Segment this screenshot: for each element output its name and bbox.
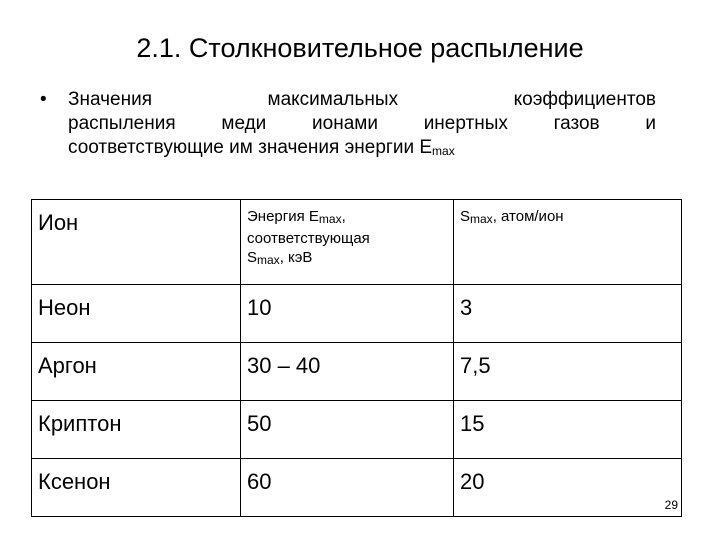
sputtering-table <box>31 199 682 517</box>
bullet-text <box>68 88 656 160</box>
header-ion-label: Ион <box>38 210 79 235</box>
header-cell-ion <box>32 200 241 285</box>
energy-value: 10 <box>247 295 272 320</box>
cell-smax <box>454 401 682 459</box>
cell-energy <box>241 401 454 459</box>
table-row <box>32 285 682 343</box>
bullet-line-3 <box>68 136 656 160</box>
header-smax-unit: , атом/ион <box>492 208 564 225</box>
table-row <box>32 401 682 459</box>
bullet-line-2 <box>68 112 656 136</box>
bullet-word: Значения <box>68 89 152 110</box>
bullet-marker: • <box>40 89 47 110</box>
bullet-word: инертных <box>423 113 508 134</box>
header-energy-tail: , <box>341 208 346 225</box>
page-number: 29 <box>664 498 678 512</box>
header-smax-label <box>460 200 681 229</box>
cell-smax <box>454 285 682 343</box>
table-row <box>32 459 682 517</box>
smax-value: 15 <box>460 411 485 436</box>
bullet-word: распыления <box>68 113 176 134</box>
bullet-word: коэффициентов <box>513 89 656 110</box>
header-energy-line-2: соответствующая <box>247 230 370 247</box>
bullet-line-1 <box>68 88 656 112</box>
header-energy-unit: , кэВ <box>279 249 313 266</box>
bullet-word: газов <box>553 113 600 134</box>
slide-title: 2.1. Столкновительное распыление <box>136 33 584 63</box>
ion-name: Неон <box>38 295 91 320</box>
header-energy-line-1 <box>247 207 453 229</box>
header-energy-text: Энергия E <box>247 208 319 225</box>
table-row <box>32 343 682 401</box>
smax-value: 20 <box>460 469 485 494</box>
table-header-row <box>32 200 682 285</box>
energy-value: 30 – 40 <box>247 353 321 378</box>
cell-energy <box>241 285 454 343</box>
bullet-word: ионами <box>312 113 378 134</box>
cell-ion <box>32 401 241 459</box>
header-cell-smax <box>454 200 682 285</box>
ion-name: Ксенон <box>38 469 111 494</box>
cell-energy <box>241 343 454 401</box>
header-smax-text: S <box>460 208 471 225</box>
bullet-word: меди <box>221 113 267 134</box>
energy-value: 50 <box>247 411 272 436</box>
bullet-line-3-text: соответствующие им значения энергии E <box>68 137 433 158</box>
cell-ion <box>32 343 241 401</box>
header-energy-label <box>247 200 453 270</box>
subscript: max <box>432 144 455 158</box>
cell-energy <box>241 459 454 517</box>
cell-ion <box>32 285 241 343</box>
header-cell-energy <box>241 200 454 285</box>
ion-name: Криптон <box>38 411 122 436</box>
bullet-word: и <box>645 113 656 134</box>
header-energy-s-text: S <box>247 249 258 266</box>
ion-name: Аргон <box>38 353 97 378</box>
subscript: max <box>318 212 342 226</box>
subscript: max <box>470 212 493 226</box>
cell-ion <box>32 459 241 517</box>
subscript: max <box>257 253 280 267</box>
bullet-word: максимальных <box>267 89 399 110</box>
header-energy-line-3 <box>247 248 453 270</box>
cell-smax <box>454 459 682 517</box>
smax-value: 3 <box>460 295 473 320</box>
cell-smax <box>454 343 682 401</box>
smax-value: 7,5 <box>460 353 491 378</box>
energy-value: 60 <box>247 469 272 494</box>
